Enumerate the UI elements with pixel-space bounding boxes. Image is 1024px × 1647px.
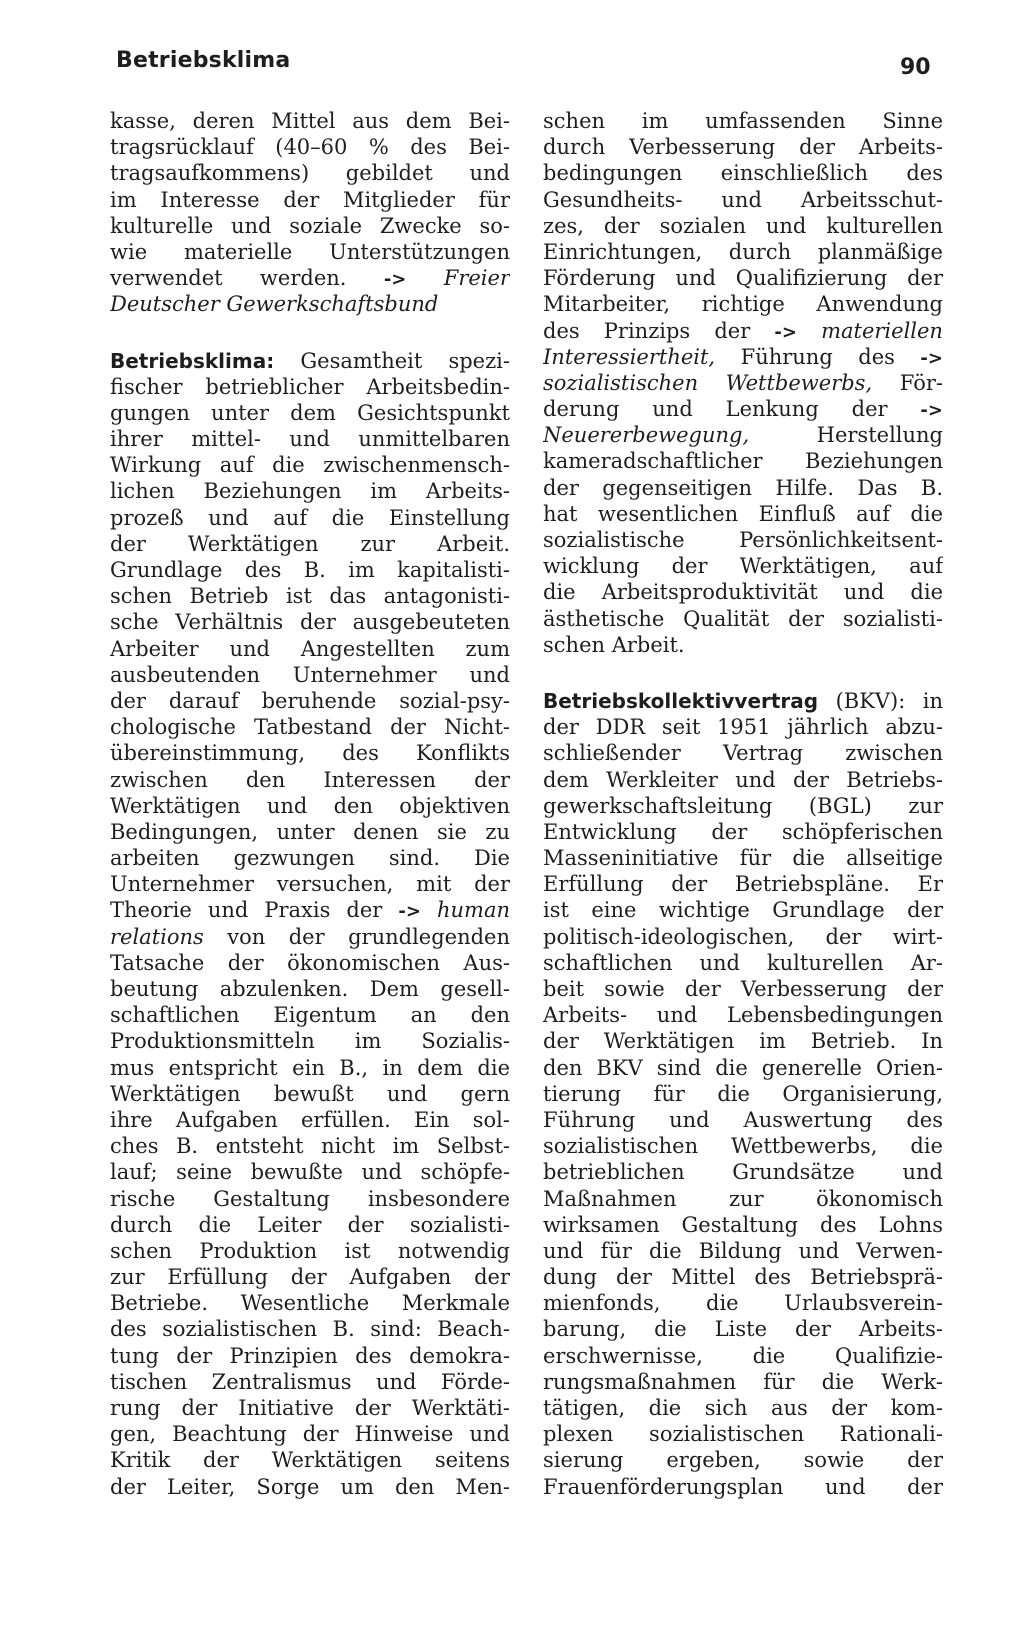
text-line: gewerkschaftsleitung (BGL) zur [543, 793, 943, 818]
text-line: und für die Bildung und Verwen- [543, 1238, 943, 1263]
text-line: tragsaufkommens) gebildet und [110, 161, 510, 186]
text-line: zur Erfüllung der Aufgaben der [110, 1265, 510, 1290]
text-line: Wirkung auf die zwischenmensch- [110, 453, 510, 478]
text-line: Entwicklung der schöpferischen [543, 819, 943, 844]
text-line: relations von der grundlegenden [110, 924, 510, 949]
text-line: Gesundheits- und Arbeitsschut- [543, 187, 943, 212]
cross-reference-link[interactable]: human [436, 898, 510, 923]
text-line: Betriebskollektivvertrag (BKV): in [543, 688, 943, 713]
text-line: Werktätigen bewußt und gern [110, 1081, 510, 1106]
text-line: Mitarbeiter, richtige Anwendung [543, 292, 943, 317]
text-line: Grundlage des B. im kapitalisti- [110, 558, 510, 582]
left-column [110, 108, 510, 1500]
cross-reference-arrow-icon: -> [383, 269, 407, 291]
text-line: sozialistischen Wettbewerbs, die [543, 1134, 943, 1159]
text-line: Führung und Auswertung des [543, 1107, 943, 1132]
text-line: chologische Tatbestand der Nicht- [110, 715, 510, 740]
cross-reference-link[interactable]: Neuererbewegung, [543, 423, 750, 448]
text-line: dung der Mittel des Betriebsprä- [543, 1265, 943, 1290]
cross-reference-link[interactable]: sozialistischen Wettbewerbs, [543, 370, 873, 395]
text-line: tätigen, die sich aus der kom- [543, 1396, 943, 1420]
entry-betriebsklima [110, 348, 510, 1500]
text-line: im Interesse der Mitglieder für [110, 187, 510, 212]
text-line: der Leiter, Sorge um den Men- [110, 1474, 510, 1499]
text-line: rische Gestaltung insbesondere [110, 1186, 510, 1211]
text-line: Neuererbewegung, Herstellung [543, 423, 943, 448]
text-line: der DDR seit 1951 jährlich abzu- [543, 715, 943, 740]
text-line: sierung ergeben, sowie der [543, 1448, 943, 1473]
cross-reference-link[interactable]: relations [110, 924, 204, 949]
text-line: fischer betrieblicher Arbeitsbedin- [110, 374, 510, 399]
text-line: schaftlichen Eigentum an den [110, 1003, 510, 1028]
text-line: Arbeits- und Lebensbedingungen [543, 1003, 943, 1028]
text-line: der Werktätigen zur Arbeit. [110, 531, 510, 556]
text-line: beutung abzulenken. Dem gesell- [110, 977, 510, 1001]
text-line: Kritik der Werktätigen seitens [110, 1448, 510, 1473]
text-line: tierung für die Organisierung, [543, 1081, 943, 1106]
page-number: 90 [900, 55, 931, 80]
right-column [543, 108, 943, 1500]
text-line: durch Verbesserung der Arbeits- [543, 135, 943, 160]
text-line: zwischen den Interessen der [110, 767, 510, 792]
text-line: schließender Vertrag zwischen [543, 741, 943, 766]
text-line: Bedingungen, unter denen sie zu [110, 819, 510, 844]
text-line: übereinstimmung, des Konflikts [110, 741, 510, 766]
text-line: rung der Initiative der Werktäti- [110, 1396, 510, 1420]
text-line: schen Betrieb ist das antagonisti- [110, 584, 510, 609]
text-line: mus entspricht ein B., in dem die [110, 1055, 510, 1080]
cross-reference-link[interactable]: Deutscher Gewerkschaftsbund [110, 292, 439, 317]
running-head: Betriebsklima [116, 48, 291, 73]
text-line: kasse, deren Mittel aus dem Bei- [110, 109, 510, 133]
text-line: durch die Leiter der sozialisti- [110, 1212, 510, 1237]
text-line: die Arbeitsproduktivität und die [543, 580, 943, 605]
cross-reference-arrow-icon: -> [774, 321, 797, 343]
text-line: Betriebe. Wesentliche Merkmale [110, 1291, 510, 1316]
text-line: Maßnahmen zur ökonomisch [543, 1186, 943, 1211]
text-line: Interessiertheit, Führung des -> [543, 344, 943, 369]
text-line: Produktionsmitteln im Sozialis- [110, 1029, 510, 1054]
text-line: Einrichtungen, durch planmäßige [543, 239, 943, 264]
text-line: betrieblichen Grundsätze und [543, 1160, 943, 1185]
entry-betriebskollektivvertrag [543, 688, 943, 1500]
text-line: prozeß und auf die Einstellung [110, 505, 510, 530]
text-line: derung und Lenkung der -> [543, 397, 943, 422]
text-line: den BKV sind die generelle Orien- [543, 1055, 943, 1080]
text-line: lichen Beziehungen im Arbeits- [110, 479, 510, 504]
cross-reference-arrow-icon: -> [920, 400, 943, 422]
headword: Betriebsklima: [110, 348, 275, 373]
text-line: barung, die Liste der Arbeits- [543, 1317, 943, 1342]
text-line: gen, Beachtung der Hinweise und [110, 1422, 510, 1447]
text-line: Masseninitiative für die allseitige [543, 846, 943, 871]
text-line: beit sowie der Verbesserung der [543, 977, 943, 1001]
cross-reference-arrow-icon: -> [920, 347, 943, 369]
text-line: Arbeiter und Angestellten zum [110, 636, 510, 661]
text-line: sozialistische Persönlichkeitsent- [543, 528, 943, 552]
text-line: des Prinzips der -> materiellen [543, 318, 943, 343]
text-line: Frauenförderungsplan und der [543, 1474, 943, 1499]
text-line: mienfonds, die Urlaubsverein- [543, 1291, 943, 1316]
cross-reference-link[interactable]: materiellen [821, 318, 943, 343]
text-line: wie materielle Unterstützungen [110, 239, 510, 264]
text-line: erschwernisse, die Qualifizie- [543, 1343, 943, 1368]
continued-entry [110, 108, 510, 318]
text-line: der Werktätigen im Betrieb. In [543, 1029, 943, 1054]
text-line: rungsmaßnahmen für die Werk- [543, 1369, 943, 1394]
text-line: ihre Aufgaben erfüllen. Ein sol- [110, 1107, 510, 1132]
text-line: der darauf beruhende sozial-psy- [110, 688, 510, 713]
text-line: schaftlichen und kulturellen Ar- [543, 950, 943, 975]
text-line: kameradschaftlicher Beziehungen [543, 449, 943, 474]
cross-reference-link[interactable]: Interessiertheit, [543, 344, 716, 369]
text-line: dem Werkleiter und der Betriebs- [543, 767, 943, 792]
text-line: der gegenseitigen Hilfe. Das B. [543, 475, 943, 500]
text-line: zes, der sozialen und kulturellen [543, 213, 943, 238]
text-line: lauf; seine bewußte und schöpfe- [110, 1160, 510, 1185]
text-line: sozialistischen Wettbewerbs, För- [543, 370, 943, 395]
text-line: arbeiten gezwungen sind. Die [110, 846, 510, 871]
text-line: hat wesentlichen Einfluß auf die [543, 501, 943, 526]
text-line: ist eine wichtige Grundlage der [543, 898, 943, 923]
text-line: ästhetische Qualität der sozialisti- [543, 606, 943, 631]
text-line: plexen sozialistischen Rationali- [543, 1422, 943, 1447]
cross-reference-link[interactable]: Freier [443, 266, 510, 291]
text-line: Förderung und Qualifizierung der [543, 266, 943, 291]
text-line: ausbeutenden Unternehmer und [110, 662, 510, 687]
text-line: tragsrücklauf (40–60 % des Bei- [110, 135, 510, 160]
text-line: Erfüllung der Betriebspläne. Er [543, 872, 943, 897]
text-line: bedingungen einschließlich des [543, 161, 943, 186]
headword: Betriebskollektivvertrag [543, 688, 819, 713]
text-line: politisch-ideologischen, der wirt- [543, 924, 943, 949]
text-line: ihrer mittel- und unmittelbaren [110, 427, 510, 452]
continued-entry [543, 108, 943, 658]
text-line: gungen unter dem Gesichtspunkt [110, 400, 510, 425]
text-line: wirksamen Gestaltung des Lohns [543, 1212, 943, 1237]
text-line: wicklung der Werktätigen, auf [543, 554, 943, 579]
text-line: kulturelle und soziale Zwecke so- [110, 213, 510, 238]
text-line: Unternehmer versuchen, mit der [110, 872, 510, 897]
text-line: Betriebsklima: Gesamtheit spezi- [110, 348, 510, 373]
text-line: ches B. entsteht nicht im Selbst- [110, 1134, 510, 1159]
text-line: sche Verhältnis der ausgebeuteten [110, 610, 510, 635]
text-line: tung der Prinzipien des demokra- [110, 1343, 510, 1368]
text-line: des sozialistischen B. sind: Beach- [110, 1317, 510, 1342]
text-line: verwendet werden. -> Freier [110, 266, 510, 291]
text-line: Tatsache der ökonomischen Aus- [110, 950, 510, 975]
text-line: tischen Zentralismus und Förde- [110, 1369, 510, 1394]
text-line: schen im umfassenden Sinne [543, 109, 943, 133]
text-line: Werktätigen und den objektiven [110, 793, 510, 818]
text-line: schen Produktion ist notwendig [110, 1238, 510, 1263]
text-line: Theorie und Praxis der -> human [110, 898, 510, 923]
text-line: schen Arbeit. [543, 632, 685, 657]
cross-reference-arrow-icon: -> [398, 901, 421, 923]
